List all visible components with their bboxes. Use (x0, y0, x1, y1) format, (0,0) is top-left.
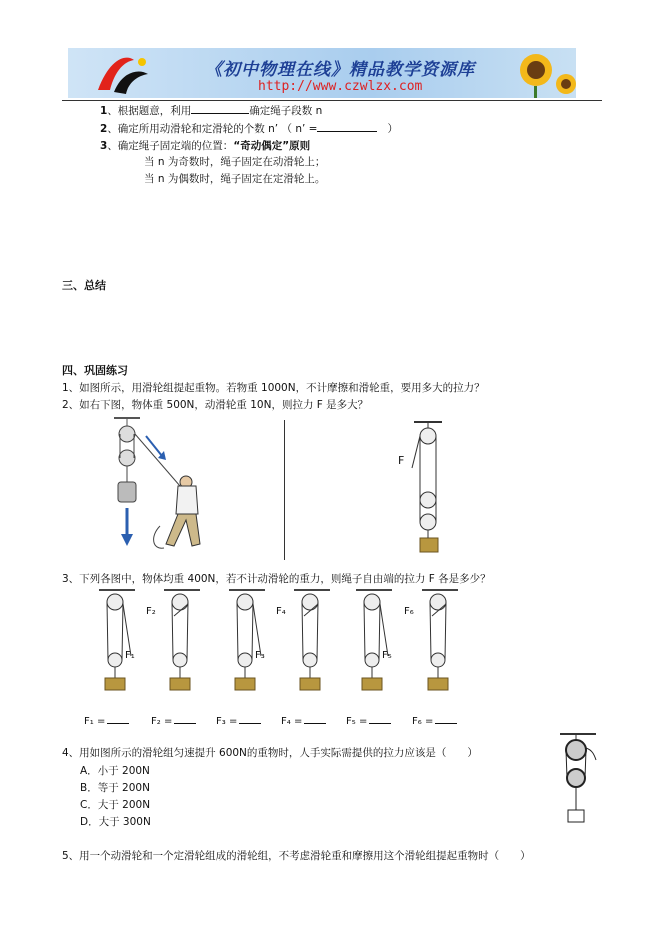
question-5: 5、用一个动滑轮和一个定滑轮组成的滑轮组，不考虑滑轮重和摩擦用这个滑轮组提起重物时（ ） (62, 850, 531, 862)
step-2-blank[interactable] (317, 121, 377, 132)
q2-force-label: F (398, 454, 405, 467)
step-3b: 当 n 为偶数时，绳子固定在定滑轮上。 (144, 173, 326, 185)
step-1-pre: 、根据题意，利用 (107, 105, 192, 117)
pulley-system-1 (95, 588, 147, 698)
step-1 (100, 103, 322, 118)
question-3: 3、下列各图中，物体均重 400N，若不计动滑轮的重力，则绳子自由端的拉力 F 各是多少？ (62, 573, 491, 585)
pulley-system-3 (225, 588, 277, 698)
step-3-pre: 、确定绳子固定端的位置： (107, 140, 234, 152)
step-1-num: 1 (100, 105, 108, 117)
figure-divider (284, 420, 285, 560)
q1-figure (100, 416, 220, 556)
answer-f5: F₅ = (346, 716, 391, 727)
step-2-pre: 、确定所用动滑轮和定滑轮的个数 n’ （ n’ = (107, 123, 318, 135)
section-summary-heading: 三、总结 (62, 279, 106, 292)
force-label-5: F₅ (382, 650, 392, 661)
banner-url: http://www.czwlzx.com (258, 79, 423, 94)
header-banner (68, 48, 576, 98)
q4-option-b: B．等于 200N (80, 782, 150, 794)
pulley-system-6 (418, 588, 470, 698)
question-2: 2、如右下图，物体重 500N，动滑轮重 10N，则拉力 F 是多大？ (62, 399, 369, 411)
pulley-system-2 (160, 588, 212, 698)
question-4: 4、用如图所示的滑轮组匀速提升 600N的重物时，人手实际需提供的拉力应该是（ ） (62, 747, 478, 759)
q4-option-d: D．大于 300N (80, 816, 151, 828)
step-1-blank[interactable] (191, 103, 249, 114)
q4-figure (556, 730, 606, 826)
header-rule (62, 100, 602, 101)
logo-icon (88, 52, 158, 96)
q2-figure (390, 418, 450, 558)
question-1: 1、如图所示，用滑轮组提起重物。若物重 1000N，不计摩擦和滑轮重，要用多大的拉力？ (62, 382, 485, 394)
answer-f6: F₆ = (412, 716, 457, 727)
step-2-post: ） (387, 123, 398, 135)
step-2 (100, 121, 398, 136)
q4-option-a: A．小于 200N (80, 765, 150, 777)
step-3 (100, 138, 310, 153)
answer-f2: F₂ = (151, 716, 196, 727)
force-label-2: F₂ (146, 606, 156, 617)
q4-option-c: C．大于 200N (80, 799, 151, 811)
answer-f3: F₃ = (216, 716, 261, 727)
step-3-rule: “奇动偶定”原则 (233, 140, 311, 152)
step-1-post: 确定绳子段数 n (249, 105, 323, 117)
pulley-system-4 (290, 588, 342, 698)
sunflower-icon (488, 48, 576, 98)
answer-f4: F₄ = (281, 716, 326, 727)
banner-title: 《初中物理在线》精品教学资源库 (205, 60, 475, 80)
force-label-6: F₆ (404, 606, 414, 617)
force-label-4: F₄ (276, 606, 286, 617)
step-3-num: 3 (100, 140, 108, 152)
step-3a: 当 n 为奇数时，绳子固定在动滑轮上； (144, 156, 326, 168)
force-label-1: F₁ (125, 650, 135, 661)
step-2-num: 2 (100, 123, 108, 135)
answer-f1: F₁ = (84, 716, 129, 727)
section-practice-heading: 四、巩固练习 (62, 364, 128, 377)
force-label-3: F₃ (255, 650, 265, 661)
pulley-system-5 (352, 588, 404, 698)
